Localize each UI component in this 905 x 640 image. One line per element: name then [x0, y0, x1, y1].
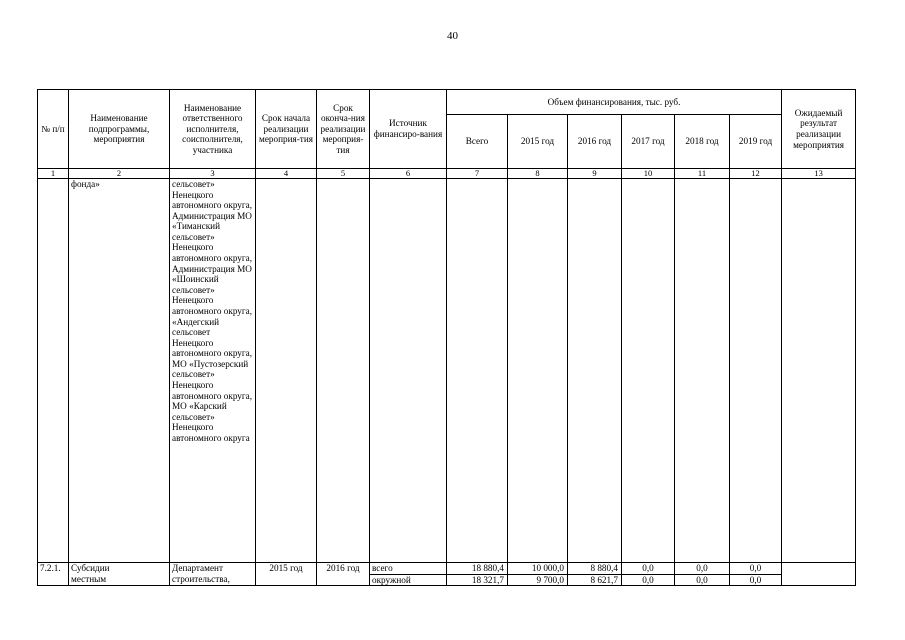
col-index: 9 — [568, 169, 622, 179]
col-index: 13 — [782, 169, 856, 179]
header-2017: 2017 год — [622, 115, 675, 169]
row-num: 7.2.1. — [38, 563, 69, 586]
row-2017: 0,0 — [622, 563, 675, 575]
row-source: всего — [370, 563, 447, 575]
row-2019: 0,0 — [730, 574, 782, 586]
row-responsible-line: Департамент — [172, 563, 223, 573]
col-index: 7 — [447, 169, 508, 179]
header-source: Источник финансиро-вания — [370, 90, 447, 169]
col-index: 5 — [317, 169, 370, 179]
header-end: Срок оконча-ния реализации мероприя-тия — [317, 90, 370, 169]
row-end: 2016 год — [317, 563, 370, 586]
header-row-1 — [38, 90, 856, 115]
row-responsible — [170, 563, 256, 586]
col-index: 4 — [256, 169, 317, 179]
row-start: 2015 год — [256, 563, 317, 586]
row-2018: 0,0 — [675, 574, 730, 586]
continuation-row — [38, 179, 856, 563]
row-2017: 0,0 — [622, 574, 675, 586]
header-start: Срок начала реализации мероприя-тия — [256, 90, 317, 169]
header-2016: 2016 год — [568, 115, 622, 169]
col-index: 10 — [622, 169, 675, 179]
row-name-line: Субсидии — [71, 563, 110, 573]
col-index: 1 — [38, 169, 69, 179]
row-result — [782, 563, 856, 586]
row-2018: 0,0 — [675, 563, 730, 575]
row-source: окружной — [370, 574, 447, 586]
continuation-responsible: сельсовет» Ненецкого автономного округа, Администрация МО «Тиманский сельсовет» Ненецкого автономного округа, Администрация МО «Шоинский сельсовет» Ненецкого автономного округа, «Андегский сельсовет Ненецкого автономного округа, МО «Пустозерский сельсовет» Ненецкого автономного округа, МО «Карский сельсовет» Ненецкого автономного округа — [170, 179, 256, 563]
header-result: Ожидаемый результат реализации мероприятия — [782, 90, 856, 169]
col-index: 6 — [370, 169, 447, 179]
header-2015: 2015 год — [508, 115, 568, 169]
row-total: 18 880,4 — [447, 563, 508, 575]
row-name — [69, 563, 170, 586]
col-index: 8 — [508, 169, 568, 179]
header-responsible: Наименование ответственного исполнителя, соисполнителя, участника — [170, 90, 256, 169]
col-index: 12 — [730, 169, 782, 179]
row-2015: 10 000,0 — [508, 563, 568, 575]
row-name-line: местным — [71, 573, 107, 584]
page-number: 40 — [447, 30, 458, 42]
row-2019: 0,0 — [730, 563, 782, 575]
header-2019: 2019 год — [730, 115, 782, 169]
header-total: Всего — [447, 115, 508, 169]
continuation-name: фонда» — [69, 179, 170, 563]
table-row — [38, 563, 856, 575]
row-responsible-line: строительства, — [172, 573, 230, 584]
header-funding-group: Объем финансирования, тыс. руб. — [447, 90, 782, 115]
header-2018: 2018 год — [675, 115, 730, 169]
col-index: 11 — [675, 169, 730, 179]
col-index: 2 — [69, 169, 170, 179]
col-index: 3 — [170, 169, 256, 179]
header-name: Наименование подпрограммы, мероприятия — [69, 90, 170, 169]
header-num: № п/п — [38, 90, 69, 169]
row-2016: 8 880,4 — [568, 563, 622, 575]
row-2016: 8 621,7 — [568, 574, 622, 586]
column-index-row — [38, 169, 856, 179]
row-total: 18 321,7 — [447, 574, 508, 586]
financing-table — [37, 89, 856, 586]
row-2015: 9 700,0 — [508, 574, 568, 586]
